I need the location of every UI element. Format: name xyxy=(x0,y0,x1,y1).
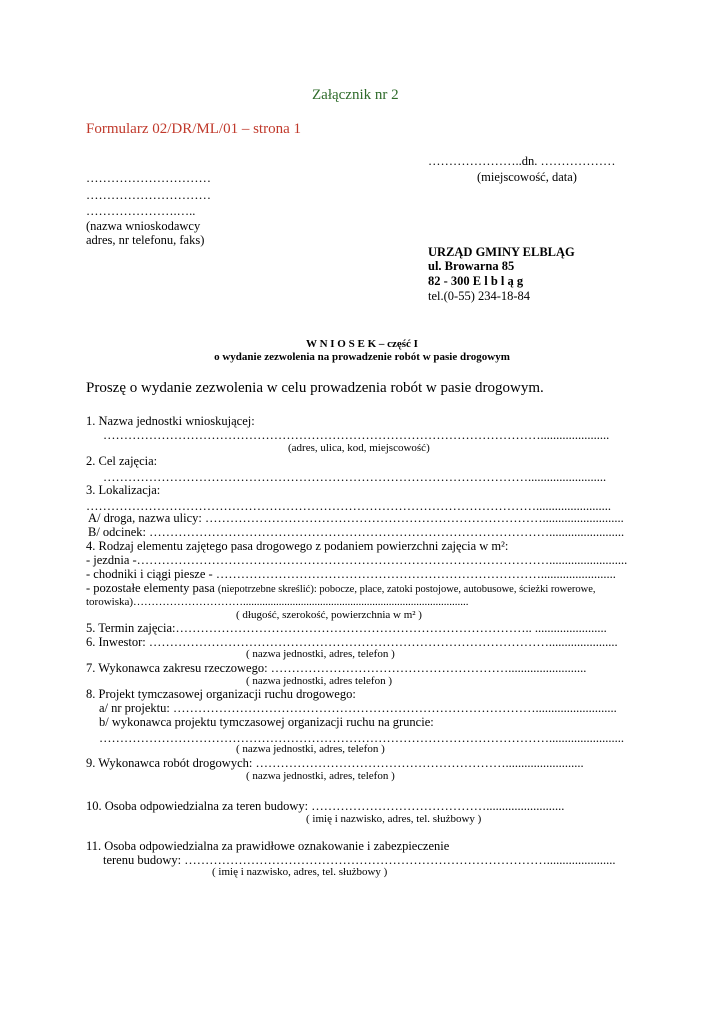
item-2-label: 2. Cel zajęcia: xyxy=(86,454,158,468)
item-8b-label: b/ wykonawca projektu tymczasowej organizacji ruchu na gruncie: xyxy=(99,715,434,729)
intro-text: Proszę o wydanie zezwolenia w celu prowadzenia robót w pasie drogowym. xyxy=(86,380,544,396)
item-8-hint: ( nazwa jednostki, adres, telefon ) xyxy=(236,743,385,755)
item-3-field[interactable]: ………………………………………………………………………………………………........................ xyxy=(86,499,611,513)
item-9-field[interactable]: 9. Wykonawca robót drogowych: ……………………………………………………......................... xyxy=(86,756,584,770)
item-10-field[interactable]: 10. Osoba odpowiedzialna za teren budowy: ……………………………………......................... xyxy=(86,799,565,813)
item-9-hint: ( nazwa jednostki, adres, telefon ) xyxy=(246,770,395,782)
office-city: 82 - 300 E l b l ą g xyxy=(428,274,524,288)
item-4c-label xyxy=(86,581,595,596)
form-id: Formularz 02/DR/ML/01 – strona 1 xyxy=(86,121,301,137)
item-4c-note: (niepotrzebne skreślić): pobocze, place, zatoki postojowe, autobusowe, ścieżki rowerowe, xyxy=(217,584,596,595)
item-6-hint: ( nazwa jednostki, adres, telefon ) xyxy=(246,648,395,660)
item-11-label: 11. Osoba odpowiedzialna za prawidłowe oznakowanie i zabezpieczenie xyxy=(86,839,450,853)
item-5-field[interactable]: 5. Termin zajęcia:………………………………………………………………………….. ....................... xyxy=(86,621,607,635)
item-2-field[interactable]: …………………………………………………………………………………………......................... xyxy=(103,470,607,484)
place-date-label: (miejscowość, data) xyxy=(477,170,577,184)
item-11-hint: ( imię i nazwisko, adres, tel. służbowy ) xyxy=(212,866,388,878)
item-3a-field[interactable]: A/ droga, nazwa ulicy: ……………………………………………………………………….......................... xyxy=(88,511,624,525)
place-date-field[interactable]: …………………..dn. ……………… xyxy=(428,154,616,168)
item-10-hint: ( imię i nazwisko, adres, tel. służbowy ) xyxy=(306,813,482,825)
item-7-hint: ( nazwa jednostki, adres telefon ) xyxy=(246,675,392,687)
item-8-label: 8. Projekt tymczasowej organizacji ruchu drogowego: xyxy=(86,687,356,701)
form-subtitle: o wydanie zezwolenia na prowadzenie robót w pasie drogowym xyxy=(214,351,510,363)
item-4-label: 4. Rodzaj elementu zajętego pasa drogowego z podaniem powierzchni zajęcia w m²: xyxy=(86,539,509,553)
item-1-label: 1. Nazwa jednostki wnioskującej: xyxy=(86,414,255,428)
office-street: ul. Browarna 85 xyxy=(428,259,515,273)
item-4a-field[interactable]: - jezdnia -………………………………………………………………………………………......................... xyxy=(86,553,628,567)
applicant-line-2[interactable]: ………………………… xyxy=(86,188,211,202)
item-11-field[interactable]: terenu budowy: ……………………………………………………………………………...................... xyxy=(103,853,616,867)
item-4-hint: ( długość, szerokość, powierzchnia w m² ) xyxy=(236,609,422,621)
applicant-label-2: adres, nr telefonu, faks) xyxy=(86,233,205,247)
item-8a-field[interactable]: a/ nr projektu: …………………………………………………………………………….......................... xyxy=(99,701,617,715)
applicant-label-1: (nazwa wnioskodawcy xyxy=(86,219,201,233)
item-7-field[interactable]: 7. Wykonawca zakresu rzeczowego: …………………………………………………......................... xyxy=(86,661,587,675)
item-3b-field[interactable]: B/ odcinek: ……………………………………………………………………………………........................ xyxy=(88,525,625,539)
attachment-label: Załącznik nr 2 xyxy=(312,87,399,103)
item-4c-field[interactable]: torowiska)………………………….................................................................................. xyxy=(86,596,469,608)
office-phone: tel.(0-55) 234-18-84 xyxy=(428,289,531,303)
item-1-hint: (adres, ulica, kod, miejscowość) xyxy=(288,442,430,454)
applicant-line-1[interactable]: ………………………… xyxy=(86,171,211,185)
item-3-label: 3. Lokalizacja: xyxy=(86,483,161,497)
item-1-field[interactable]: ……………………………………………………………………………………………...................... xyxy=(103,428,610,442)
form-title: W N I O S E K – część I xyxy=(306,338,418,350)
applicant-line-3[interactable]: ………………….….. xyxy=(86,204,196,218)
item-4b-field[interactable]: - chodniki i ciągi piesze - ……………………………………………………………………........................ xyxy=(86,567,616,581)
item-8-field[interactable]: ………………………………………………………………………………………………........................ xyxy=(99,731,624,745)
item-6-field[interactable]: 6. Inwestor: ……………………………………………………………………………………...................... xyxy=(86,635,618,649)
office-name: URZĄD GMINY ELBLĄG xyxy=(428,245,575,259)
item-4c-text: - pozostałe elementy pasa xyxy=(86,581,218,595)
